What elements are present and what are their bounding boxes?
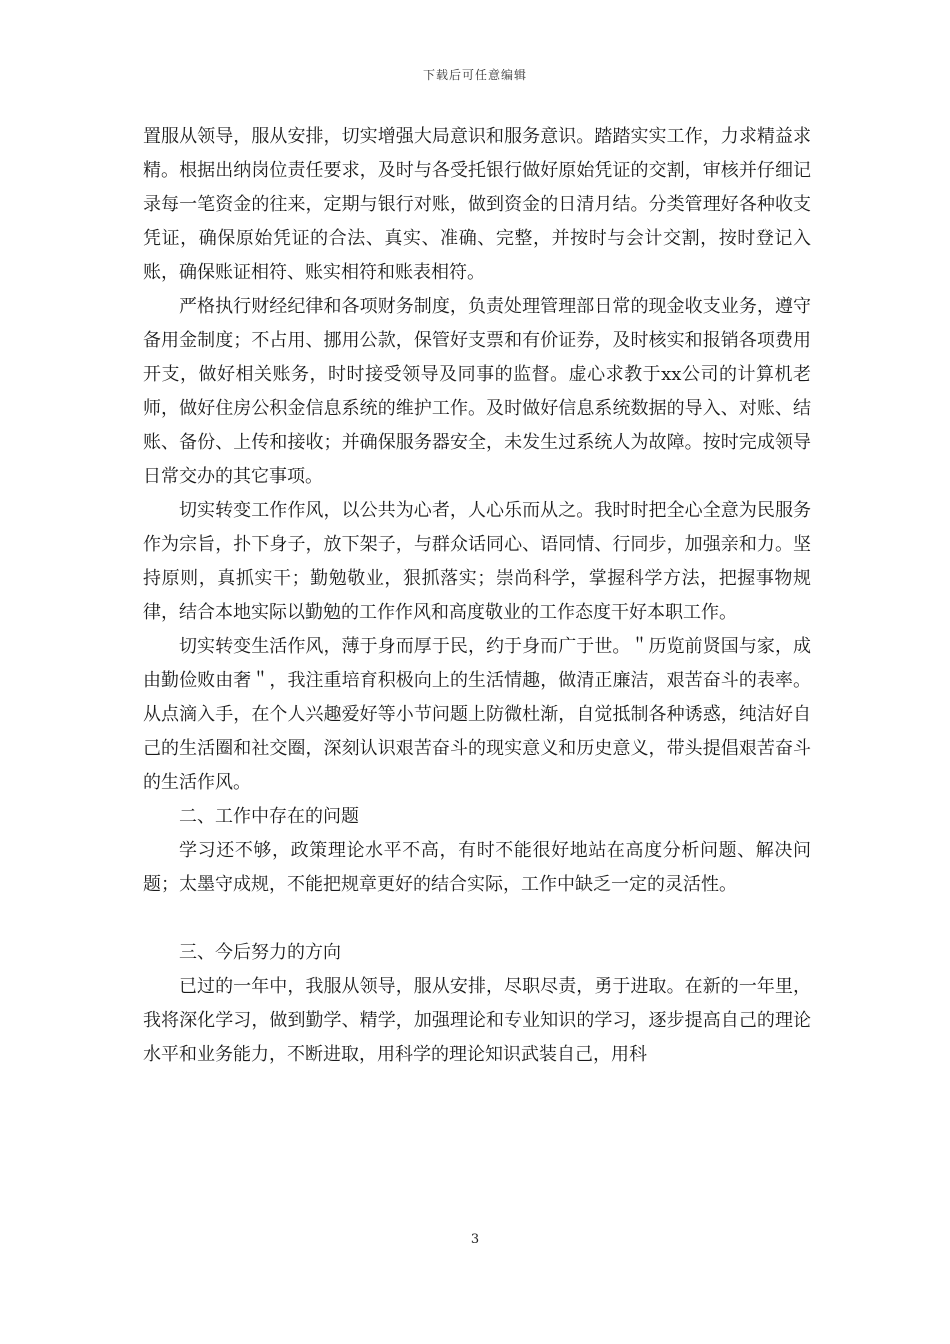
blank-line [143,902,811,936]
paragraph-life-style: 切实转变生活作风，薄于身而厚于民，约于身而广于世。＂历览前贤国与家，成由勤俭败由奢＂，我注重培育积极向上的生活情趣，做清正廉洁，艰苦奋斗的表率。从点滴入手，在个人兴趣爱好等小节问题上防微杜渐，自觉抵制各种诱惑，纯洁好自己的生活圈和社交圈，深刻认识艰苦奋斗的现实意义和历史意义，带头提倡艰苦奋斗的生活作风。 [143,636,811,793]
section-heading-problems: 二、工作中存在的问题 [179,806,359,827]
paragraph-problems: 学习还不够，政策理论水平不高，有时不能很好地站在高度分析问题、解决问题；太墨守成规，不能把规章更好的结合实际，工作中缺乏一定的灵活性。 [143,840,811,895]
page-header: 下载后可任意编辑 [422,68,527,82]
paragraph-finance-discipline: 严格执行财经纪律和各项财务制度，负责处理管理部日常的现金收支业务，遵守备用金制度；不占用、挪用公款，保管好支票和有价证券，及时核实和报销各项费用开支，做好相关账务，时时接受领导及同事的监督。虚心求教于xx公司的计算机老师，做好住房公积金信息系统的维护工作。及时做好信息系统数据的导入、对账、结账、备份、上传和接收；并确保服务器安全，未发生过系统人为故障。按时完成领导日常交办的其它事项。 [143,296,811,487]
paragraph-direction: 已过的一年中，我服从领导，服从安排，尽职尽责，勇于进取。在新的一年里，我将深化学习，做到勤学、精学，加强理论和专业知识的学习，逐步提高自己的理论水平和业务能力，不断进取，用科学的理论知识武装自己，用科 [143,976,811,1065]
page-number: 3 [470,1232,480,1247]
document-body [143,120,811,1072]
paragraph-work-style: 切实转变工作作风，以公共为心者，人心乐而从之。我时时把全心全意为民服务作为宗旨，扑下身子，放下架子，与群众话同心、语同情、行同步，加强亲和力。坚持原则，真抓实干；勤勉敬业，狠抓落实；崇尚科学，掌握科学方法，把握事物规律，结合本地实际以勤勉的工作作风和高度敬业的工作态度干好本职工作。 [143,500,811,623]
section-heading-direction: 三、今后努力的方向 [179,942,341,963]
paragraph-continued: 置服从领导，服从安排，切实增强大局意识和服务意识。踏踏实实工作，力求精益求精。根据出纳岗位责任要求，及时与各受托银行做好原始凭证的交割，审核并仔细记录每一笔资金的往来，定期与银行对账，做到资金的日清月结。分类管理好各种收支凭证，确保原始凭证的合法、真实、准确、完整，并按时与会计交割，按时登记入账，确保账证相符、账实相符和账表相符。 [143,126,811,283]
